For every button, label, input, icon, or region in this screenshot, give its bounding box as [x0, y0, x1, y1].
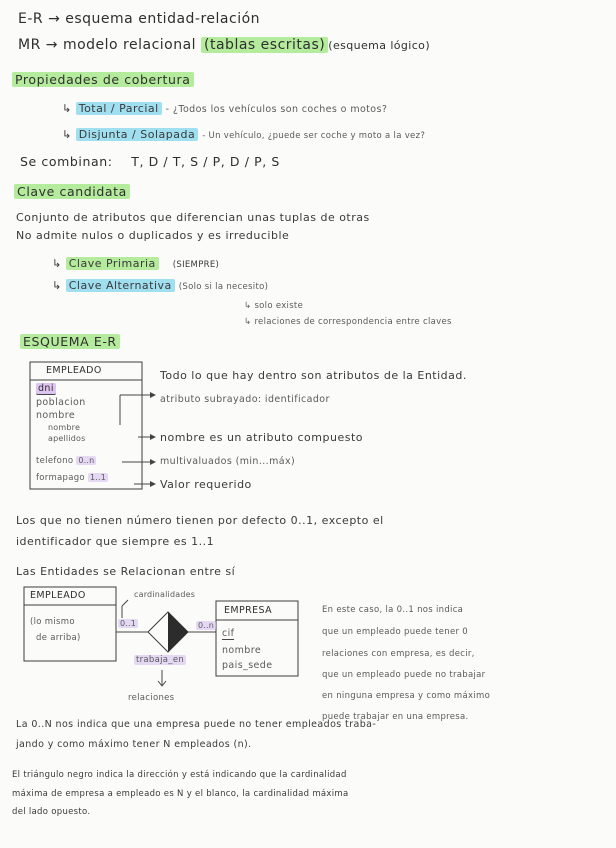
arrow-icon: ↳: [244, 317, 255, 327]
clave-primaria-note: (SIEMPRE): [172, 260, 220, 270]
esquema-note-main: Todo lo que hay dentro son atributos de la Entidad.: [160, 369, 467, 382]
empleado-entity-name: EMPLEADO: [46, 365, 102, 376]
empleado2-note-1: (lo mismo: [30, 617, 75, 627]
esquema-title: ESQUEMA E-R: [20, 336, 120, 349]
combinan-label: Se combinan:: [20, 154, 113, 169]
cobertura-title: Propiedades de cobertura: [12, 74, 194, 87]
intro-line-er: E-R → esquema entidad-relación: [18, 11, 261, 27]
card-left: 0..1: [120, 619, 137, 628]
cardinalidades-label: cardinalidades: [134, 590, 196, 599]
clave-primaria: Clave Primaria: [66, 257, 159, 270]
attr-formapago-card: 1..1: [89, 473, 107, 482]
footer-p2-line-3: del lado opuesto.: [12, 807, 91, 817]
relation-name: trabaja_en: [136, 655, 185, 665]
attr-formapago: formapago 1..1: [36, 473, 107, 483]
empleado-entity-box: [30, 362, 142, 489]
cobertura-item-1: [62, 103, 387, 115]
esquema-note-nombre: nombre es un atributo compuesto: [160, 431, 363, 444]
empleado2-note-2: de arriba): [36, 633, 81, 643]
black-triangle: [168, 612, 188, 652]
empresa-attr-pais: pais_sede: [222, 660, 273, 671]
relacion-side-1: En este caso, la 0..1 nos indica: [322, 605, 464, 615]
esquema-note-fp: Valor requerido: [160, 478, 252, 491]
attr-dni: dni: [38, 383, 54, 394]
empresa-name: EMPRESA: [224, 605, 273, 616]
esquema-note-dni: atributo subrayado: identificador: [160, 394, 330, 405]
arrow-icon: ↳: [62, 128, 76, 141]
cobertura-term-2: Disjunta / Solapada: [76, 128, 198, 141]
attr-apellidos: apellidos: [48, 434, 86, 443]
relacion-side-5: en ninguna empresa y como máximo: [322, 691, 491, 701]
footer-p1-line-2: jando y como máximo tener N empleados (n).: [16, 739, 252, 750]
candidata-title: Clave candidata: [14, 186, 130, 199]
attr-telefono: telefono 0..n: [36, 456, 95, 466]
card-right: 0..n: [198, 621, 215, 630]
intro-mr-pre: MR → modelo relacional: [18, 37, 197, 53]
combinan-values: T, D / T, S / P, D / P, S: [131, 154, 280, 169]
clave-alternativa: Clave Alternativa: [66, 279, 175, 292]
relacion-side-4: que un empleado puede no trabajar: [322, 670, 486, 680]
footer-p2-line-1: El triángulo negro indica la dirección y está indicando que la cardinalidad: [12, 770, 347, 780]
clave-alternativa-note: (Solo si la necesito): [178, 282, 269, 292]
relacion-side-3: relaciones con empresa, es decir,: [322, 649, 475, 659]
alternativa-sub-1: ↳ solo existe: [244, 301, 304, 311]
intro-mr-post: (esquema lógico): [328, 39, 431, 52]
clave-alternativa-row: [52, 280, 268, 292]
cobertura-text-2: - Un vehículo, ¿puede ser coche y moto a la vez?: [202, 131, 426, 141]
intro-mr-highlight: (tablas escritas): [201, 37, 328, 53]
footer-p1-line-1: La 0..N nos indica que una empresa puede no tener empleados traba-: [16, 719, 377, 730]
esquema-note-tel: multivaluados (min...máx): [160, 456, 296, 467]
cobertura-text-1: - ¿Todos los vehículos son coches o motos?: [165, 104, 388, 115]
relacion-intro: Las Entidades se Relacionan entre sí: [16, 565, 236, 578]
empresa-attr-nombre: nombre: [222, 645, 262, 656]
empleado2-name: EMPLEADO: [30, 590, 86, 601]
cobertura-item-2: [62, 129, 425, 141]
attr-telefono-card: 0..n: [78, 456, 95, 465]
intro-line-mr: [18, 38, 430, 52]
candidata-def-1: Conjunto de atributos que diferencian unas tuplas de otras: [16, 211, 370, 224]
relacion-side-2: que un empleado puede tener 0: [322, 627, 469, 637]
attr-nombre-sub: nombre: [48, 423, 81, 432]
empresa-attr-cif: cif: [222, 628, 235, 639]
arrow-icon: ↳: [52, 257, 66, 270]
cobertura-term-1: Total / Parcial: [76, 102, 162, 115]
arrow-icon: ↳: [62, 102, 76, 115]
cobertura-combinan: [20, 156, 280, 169]
candidata-def-2: No admite nulos o duplicados y es irreducible: [16, 229, 290, 242]
arrow-icon: ↳: [52, 279, 66, 292]
footer-p2-line-2: máxima de empresa a empleado es N y el blanco, la cardinalidad máxima: [12, 789, 349, 799]
attr-nombre: nombre: [36, 410, 76, 421]
clave-primaria-row: [52, 258, 219, 270]
relaciones-label: relaciones: [128, 693, 175, 703]
defecto-line-2: identificador que siempre es 1..1: [16, 535, 215, 548]
attr-poblacion: poblacion: [36, 397, 86, 408]
relacion-side-6: puede trabajar en una empresa.: [322, 712, 469, 722]
defecto-line-1: Los que no tienen número tienen por defecto 0..1, excepto el: [16, 514, 384, 527]
alternativa-sub-2: ↳ relaciones de correspondencia entre claves: [244, 317, 452, 327]
arrow-icon: ↳: [244, 301, 255, 311]
